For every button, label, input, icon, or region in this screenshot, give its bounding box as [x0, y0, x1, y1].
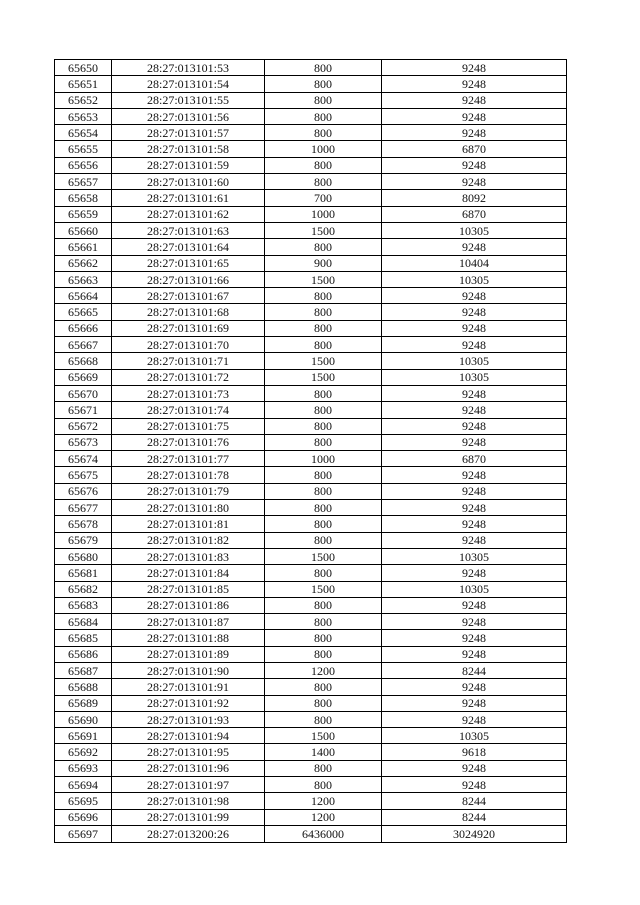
cadastral-number-cell: 28:27:013101:99: [112, 809, 265, 825]
table-row: [55, 369, 567, 385]
table-row: [55, 288, 567, 304]
value-cell: 6870: [382, 206, 567, 222]
cadastral-number-cell: 28:27:013101:91: [112, 679, 265, 695]
cadastral-number-cell: 28:27:013101:81: [112, 516, 265, 532]
cadastral-number-cell: 28:27:013101:56: [112, 108, 265, 124]
area-cell: 1500: [265, 222, 382, 238]
area-cell: 800: [265, 239, 382, 255]
value-cell: 9618: [382, 744, 567, 760]
table-row: [55, 825, 567, 843]
table-row: [55, 337, 567, 353]
cadastral-number-cell: 28:27:013101:93: [112, 711, 265, 727]
table-row: [55, 320, 567, 336]
row-number-cell: 65656: [55, 157, 112, 173]
area-cell: 800: [265, 630, 382, 646]
cadastral-number-cell: 28:27:013101:76: [112, 434, 265, 450]
cadastral-number-cell: 28:27:013101:75: [112, 418, 265, 434]
row-number-cell: 65667: [55, 337, 112, 353]
table-row: [55, 76, 567, 92]
table-row: [55, 402, 567, 418]
table-row: [55, 728, 567, 744]
table-row: [55, 646, 567, 662]
value-cell: 9248: [382, 92, 567, 108]
area-cell: 1000: [265, 141, 382, 157]
row-number-cell: 65668: [55, 353, 112, 369]
area-cell: 800: [265, 695, 382, 711]
value-cell: 8092: [382, 190, 567, 206]
table-row: [55, 157, 567, 173]
table-row: [55, 271, 567, 287]
table-row: [55, 793, 567, 809]
table-row: [55, 711, 567, 727]
table-row: [55, 304, 567, 320]
table-row: [55, 418, 567, 434]
row-number-cell: 65677: [55, 500, 112, 516]
cadastral-number-cell: 28:27:013101:53: [112, 60, 265, 76]
value-cell: 9248: [382, 320, 567, 336]
area-cell: 800: [265, 646, 382, 662]
table-row: [55, 777, 567, 793]
value-cell: 9248: [382, 760, 567, 776]
row-number-cell: 65658: [55, 190, 112, 206]
row-number-cell: 65650: [55, 60, 112, 76]
area-cell: 1000: [265, 451, 382, 467]
row-number-cell: 65657: [55, 174, 112, 190]
table-row: [55, 760, 567, 776]
row-number-cell: 65662: [55, 255, 112, 271]
cadastral-number-cell: 28:27:013200:26: [112, 825, 265, 843]
cadastral-number-cell: 28:27:013101:77: [112, 451, 265, 467]
row-number-cell: 65688: [55, 679, 112, 695]
area-cell: 800: [265, 565, 382, 581]
row-number-cell: 65682: [55, 581, 112, 597]
parcel-table: [54, 59, 567, 843]
area-cell: 800: [265, 532, 382, 548]
area-cell: 6436000: [265, 825, 382, 843]
area-cell: 800: [265, 385, 382, 401]
cadastral-number-cell: 28:27:013101:55: [112, 92, 265, 108]
cadastral-number-cell: 28:27:013101:62: [112, 206, 265, 222]
table-row: [55, 679, 567, 695]
row-number-cell: 65684: [55, 614, 112, 630]
value-cell: 9248: [382, 679, 567, 695]
row-number-cell: 65680: [55, 548, 112, 564]
cadastral-number-cell: 28:27:013101:97: [112, 777, 265, 793]
value-cell: 9248: [382, 76, 567, 92]
area-cell: 800: [265, 679, 382, 695]
value-cell: 9248: [382, 500, 567, 516]
value-cell: 9248: [382, 174, 567, 190]
area-cell: 800: [265, 76, 382, 92]
row-number-cell: 65689: [55, 695, 112, 711]
row-number-cell: 65670: [55, 385, 112, 401]
area-cell: 800: [265, 60, 382, 76]
cadastral-number-cell: 28:27:013101:88: [112, 630, 265, 646]
row-number-cell: 65697: [55, 825, 112, 843]
value-cell: 9248: [382, 157, 567, 173]
row-number-cell: 65674: [55, 451, 112, 467]
value-cell: 9248: [382, 434, 567, 450]
table-row: [55, 108, 567, 124]
table-row: [55, 597, 567, 613]
area-cell: 900: [265, 255, 382, 271]
area-cell: 800: [265, 434, 382, 450]
value-cell: 10305: [382, 353, 567, 369]
cadastral-number-cell: 28:27:013101:78: [112, 467, 265, 483]
row-number-cell: 65686: [55, 646, 112, 662]
value-cell: 10305: [382, 222, 567, 238]
row-number-cell: 65653: [55, 108, 112, 124]
area-cell: 800: [265, 483, 382, 499]
value-cell: 9248: [382, 695, 567, 711]
cadastral-number-cell: 28:27:013101:83: [112, 548, 265, 564]
area-cell: 1200: [265, 662, 382, 678]
value-cell: 9248: [382, 288, 567, 304]
area-cell: 800: [265, 304, 382, 320]
area-cell: 1500: [265, 369, 382, 385]
table-row: [55, 60, 567, 76]
cadastral-number-cell: 28:27:013101:94: [112, 728, 265, 744]
table-row: [55, 222, 567, 238]
row-number-cell: 65652: [55, 92, 112, 108]
area-cell: 1200: [265, 809, 382, 825]
value-cell: 10305: [382, 271, 567, 287]
cadastral-number-cell: 28:27:013101:61: [112, 190, 265, 206]
table-row: [55, 581, 567, 597]
row-number-cell: 65676: [55, 483, 112, 499]
value-cell: 10404: [382, 255, 567, 271]
value-cell: 9248: [382, 60, 567, 76]
value-cell: 9248: [382, 597, 567, 613]
cadastral-number-cell: 28:27:013101:74: [112, 402, 265, 418]
area-cell: 1200: [265, 793, 382, 809]
row-number-cell: 65692: [55, 744, 112, 760]
row-number-cell: 65669: [55, 369, 112, 385]
value-cell: 9248: [382, 418, 567, 434]
area-cell: 1500: [265, 271, 382, 287]
cadastral-number-cell: 28:27:013101:66: [112, 271, 265, 287]
cadastral-number-cell: 28:27:013101:72: [112, 369, 265, 385]
area-cell: 700: [265, 190, 382, 206]
cadastral-number-cell: 28:27:013101:86: [112, 597, 265, 613]
table-row: [55, 744, 567, 760]
cadastral-number-cell: 28:27:013101:60: [112, 174, 265, 190]
table-row: [55, 353, 567, 369]
value-cell: 6870: [382, 141, 567, 157]
table-body: [55, 60, 567, 843]
row-number-cell: 65678: [55, 516, 112, 532]
table-row: [55, 385, 567, 401]
value-cell: 9248: [382, 532, 567, 548]
table-row: [55, 662, 567, 678]
table-row: [55, 565, 567, 581]
value-cell: 9248: [382, 646, 567, 662]
value-cell: 10305: [382, 581, 567, 597]
row-number-cell: 65664: [55, 288, 112, 304]
value-cell: 9248: [382, 630, 567, 646]
area-cell: 800: [265, 288, 382, 304]
cadastral-number-cell: 28:27:013101:73: [112, 385, 265, 401]
cadastral-number-cell: 28:27:013101:85: [112, 581, 265, 597]
row-number-cell: 65666: [55, 320, 112, 336]
table-row: [55, 206, 567, 222]
cadastral-number-cell: 28:27:013101:67: [112, 288, 265, 304]
cadastral-number-cell: 28:27:013101:69: [112, 320, 265, 336]
area-cell: 1500: [265, 581, 382, 597]
row-number-cell: 65696: [55, 809, 112, 825]
value-cell: 8244: [382, 809, 567, 825]
row-number-cell: 65679: [55, 532, 112, 548]
value-cell: 9248: [382, 108, 567, 124]
area-cell: 800: [265, 467, 382, 483]
value-cell: 9248: [382, 777, 567, 793]
table-row: [55, 125, 567, 141]
row-number-cell: 65687: [55, 662, 112, 678]
table-row: [55, 532, 567, 548]
area-cell: 800: [265, 108, 382, 124]
table-row: [55, 92, 567, 108]
value-cell: 9248: [382, 467, 567, 483]
row-number-cell: 65651: [55, 76, 112, 92]
cadastral-number-cell: 28:27:013101:95: [112, 744, 265, 760]
row-number-cell: 65693: [55, 760, 112, 776]
cadastral-number-cell: 28:27:013101:89: [112, 646, 265, 662]
cadastral-number-cell: 28:27:013101:84: [112, 565, 265, 581]
area-cell: 800: [265, 402, 382, 418]
table-row: [55, 809, 567, 825]
value-cell: 9248: [382, 711, 567, 727]
row-number-cell: 65672: [55, 418, 112, 434]
area-cell: 1500: [265, 548, 382, 564]
table-row: [55, 255, 567, 271]
value-cell: 9248: [382, 125, 567, 141]
row-number-cell: 65659: [55, 206, 112, 222]
row-number-cell: 65661: [55, 239, 112, 255]
row-number-cell: 65695: [55, 793, 112, 809]
area-cell: 800: [265, 125, 382, 141]
area-cell: 800: [265, 597, 382, 613]
table-row: [55, 483, 567, 499]
row-number-cell: 65690: [55, 711, 112, 727]
row-number-cell: 65673: [55, 434, 112, 450]
area-cell: 800: [265, 777, 382, 793]
area-cell: 1500: [265, 353, 382, 369]
table-row: [55, 548, 567, 564]
value-cell: 9248: [382, 565, 567, 581]
area-cell: 800: [265, 614, 382, 630]
table-row: [55, 451, 567, 467]
row-number-cell: 65685: [55, 630, 112, 646]
value-cell: 9248: [382, 385, 567, 401]
area-cell: 800: [265, 174, 382, 190]
cadastral-number-cell: 28:27:013101:57: [112, 125, 265, 141]
value-cell: 9248: [382, 239, 567, 255]
value-cell: 8244: [382, 662, 567, 678]
table-row: [55, 239, 567, 255]
cadastral-number-cell: 28:27:013101:71: [112, 353, 265, 369]
table-row: [55, 434, 567, 450]
table-row: [55, 516, 567, 532]
cadastral-number-cell: 28:27:013101:80: [112, 500, 265, 516]
cadastral-number-cell: 28:27:013101:82: [112, 532, 265, 548]
value-cell: 10305: [382, 369, 567, 385]
value-cell: 10305: [382, 728, 567, 744]
area-cell: 800: [265, 92, 382, 108]
row-number-cell: 65663: [55, 271, 112, 287]
area-cell: 800: [265, 760, 382, 776]
cadastral-number-cell: 28:27:013101:68: [112, 304, 265, 320]
table-row: [55, 190, 567, 206]
area-cell: 1400: [265, 744, 382, 760]
row-number-cell: 65671: [55, 402, 112, 418]
area-cell: 800: [265, 516, 382, 532]
cadastral-number-cell: 28:27:013101:90: [112, 662, 265, 678]
row-number-cell: 65660: [55, 222, 112, 238]
table-row: [55, 467, 567, 483]
area-cell: 800: [265, 320, 382, 336]
value-cell: 3024920: [382, 825, 567, 843]
area-cell: 1000: [265, 206, 382, 222]
value-cell: 9248: [382, 337, 567, 353]
area-cell: 800: [265, 337, 382, 353]
row-number-cell: 65681: [55, 565, 112, 581]
area-cell: 800: [265, 711, 382, 727]
table-row: [55, 500, 567, 516]
row-number-cell: 65675: [55, 467, 112, 483]
area-cell: 1500: [265, 728, 382, 744]
cadastral-number-cell: 28:27:013101:70: [112, 337, 265, 353]
table-row: [55, 695, 567, 711]
table-row: [55, 614, 567, 630]
cadastral-number-cell: 28:27:013101:65: [112, 255, 265, 271]
value-cell: 9248: [382, 402, 567, 418]
area-cell: 800: [265, 500, 382, 516]
row-number-cell: 65683: [55, 597, 112, 613]
row-number-cell: 65665: [55, 304, 112, 320]
row-number-cell: 65694: [55, 777, 112, 793]
cadastral-number-cell: 28:27:013101:64: [112, 239, 265, 255]
cadastral-number-cell: 28:27:013101:54: [112, 76, 265, 92]
value-cell: 10305: [382, 548, 567, 564]
row-number-cell: 65655: [55, 141, 112, 157]
row-number-cell: 65691: [55, 728, 112, 744]
value-cell: 9248: [382, 304, 567, 320]
table-row: [55, 174, 567, 190]
value-cell: 8244: [382, 793, 567, 809]
value-cell: 6870: [382, 451, 567, 467]
cadastral-number-cell: 28:27:013101:87: [112, 614, 265, 630]
cadastral-number-cell: 28:27:013101:96: [112, 760, 265, 776]
cadastral-number-cell: 28:27:013101:59: [112, 157, 265, 173]
value-cell: 9248: [382, 516, 567, 532]
area-cell: 800: [265, 418, 382, 434]
cadastral-number-cell: 28:27:013101:63: [112, 222, 265, 238]
value-cell: 9248: [382, 483, 567, 499]
table-row: [55, 630, 567, 646]
cadastral-number-cell: 28:27:013101:58: [112, 141, 265, 157]
value-cell: 9248: [382, 614, 567, 630]
row-number-cell: 65654: [55, 125, 112, 141]
cadastral-number-cell: 28:27:013101:98: [112, 793, 265, 809]
area-cell: 800: [265, 157, 382, 173]
cadastral-number-cell: 28:27:013101:92: [112, 695, 265, 711]
cadastral-number-cell: 28:27:013101:79: [112, 483, 265, 499]
table-row: [55, 141, 567, 157]
